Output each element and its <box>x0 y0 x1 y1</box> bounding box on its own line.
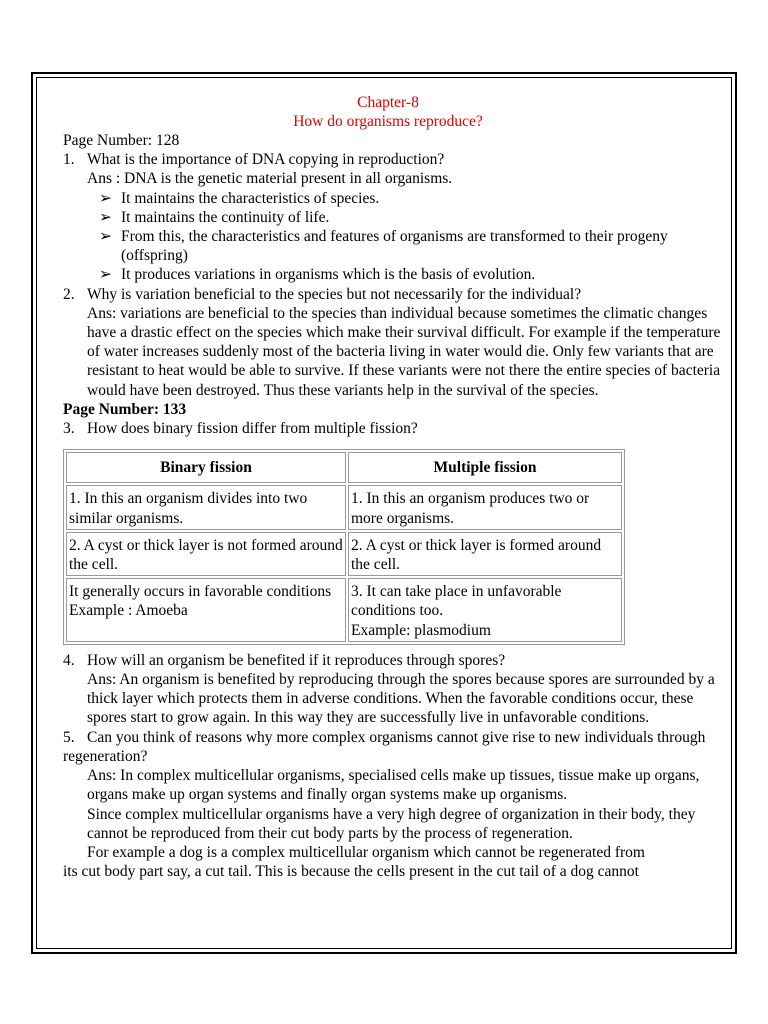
bullet-item: ➢ It maintains the continuity of life. <box>99 208 330 226</box>
bullet-item: ➢ It maintains the characteristics of species. <box>99 189 380 207</box>
arrow-bullet-icon: ➢ <box>99 189 112 207</box>
arrow-bullet-icon: ➢ <box>99 266 112 284</box>
answer-5-part4: its cut body part say, a cut tail. This is because the cells present in the cut tail of a dog cannot <box>63 863 639 881</box>
answer-5-part1: Ans: In complex multicellular organisms, specialised cells make up tissues, tissue make up organs, organs make up organ systems and finally organ systems make up organisms. <box>87 767 700 804</box>
table-header: Binary fission <box>66 452 346 483</box>
table-header: Multiple fission <box>348 452 622 483</box>
fission-comparison-table <box>63 449 625 645</box>
chapter-heading: Chapter-8 <box>357 94 419 111</box>
answer-5-part2: Since complex multicellular organisms have a very high degree of organization in their body, they cannot be reproduced from their cut body parts by the process of regeneration. <box>87 805 696 842</box>
table-cell: 2. A cyst or thick layer is formed around the cell. <box>348 532 622 576</box>
page-number-133: Page Number: 133 <box>63 400 187 418</box>
answer-4: Ans: An organism is benefited by reproducing through the spores because spores are surrounded by a thick layer which protects them in adverse conditions. When the favorable conditions occur, these spores start to grow again. In this way they are successfully live in unfavorable conditions. <box>87 671 715 727</box>
table-row <box>66 485 622 529</box>
bullet-item: ➢ It produces variations in organisms which is the basis of evolution. <box>99 266 536 284</box>
table-cell: It generally occurs in favorable conditions Example : Amoeba <box>66 578 346 642</box>
table-row <box>66 532 622 576</box>
question-5: 5. Can you think of reasons why more complex organisms cannot give rise to new individuals through regeneration? <box>63 728 706 765</box>
table-cell: 2. A cyst or thick layer is not formed around the cell. <box>66 532 346 576</box>
question-4: 4. How will an organism be benefited if it reproduces through spores? <box>63 651 506 669</box>
page-number-128: Page Number: 128 <box>63 132 180 149</box>
table-header-row <box>66 452 622 483</box>
question-2: 2. Why is variation beneficial to the species but not necessarily for the individual? <box>63 285 582 303</box>
answer-1: Ans : DNA is the genetic material present in all organisms. <box>87 170 453 188</box>
question-3: 3. How does binary fission differ from multiple fission? <box>63 420 418 438</box>
table-cell: 3. It can take place in unfavorable conditions too. Example: plasmodium <box>348 578 622 642</box>
answer-5-part3: For example a dog is a complex multicellular organism which cannot be regenerated from <box>87 843 645 861</box>
document-body <box>63 93 732 881</box>
answer-2: Ans: variations are beneficial to the species than individual because sometimes the climatic changes have a drastic effect on the species which make their survival difficult. For example if the temperature of water increases suddenly most of the bacteria living in water would die. Only few variants that are resistant to heat would be able to survive. If these variants were not there the entire species of bacteria would have been destroyed. Thus these variants help in the survival of the species. <box>87 304 721 399</box>
table-cell: 1. In this an organism divides into two similar organisms. <box>66 485 346 529</box>
question-1: 1. What is the importance of DNA copying in reproduction? <box>63 151 445 169</box>
bullet-item: ➢ From this, the characteristics and features of organisms are transformed to their progeny (offspring) <box>99 228 668 265</box>
chapter-title: How do organisms reproduce? <box>293 113 483 130</box>
page-border-inner <box>36 77 732 949</box>
table-row <box>66 578 622 642</box>
arrow-bullet-icon: ➢ <box>99 228 112 246</box>
table-cell: 1. In this an organism produces two or more organisms. <box>348 485 622 529</box>
arrow-bullet-icon: ➢ <box>99 208 112 226</box>
